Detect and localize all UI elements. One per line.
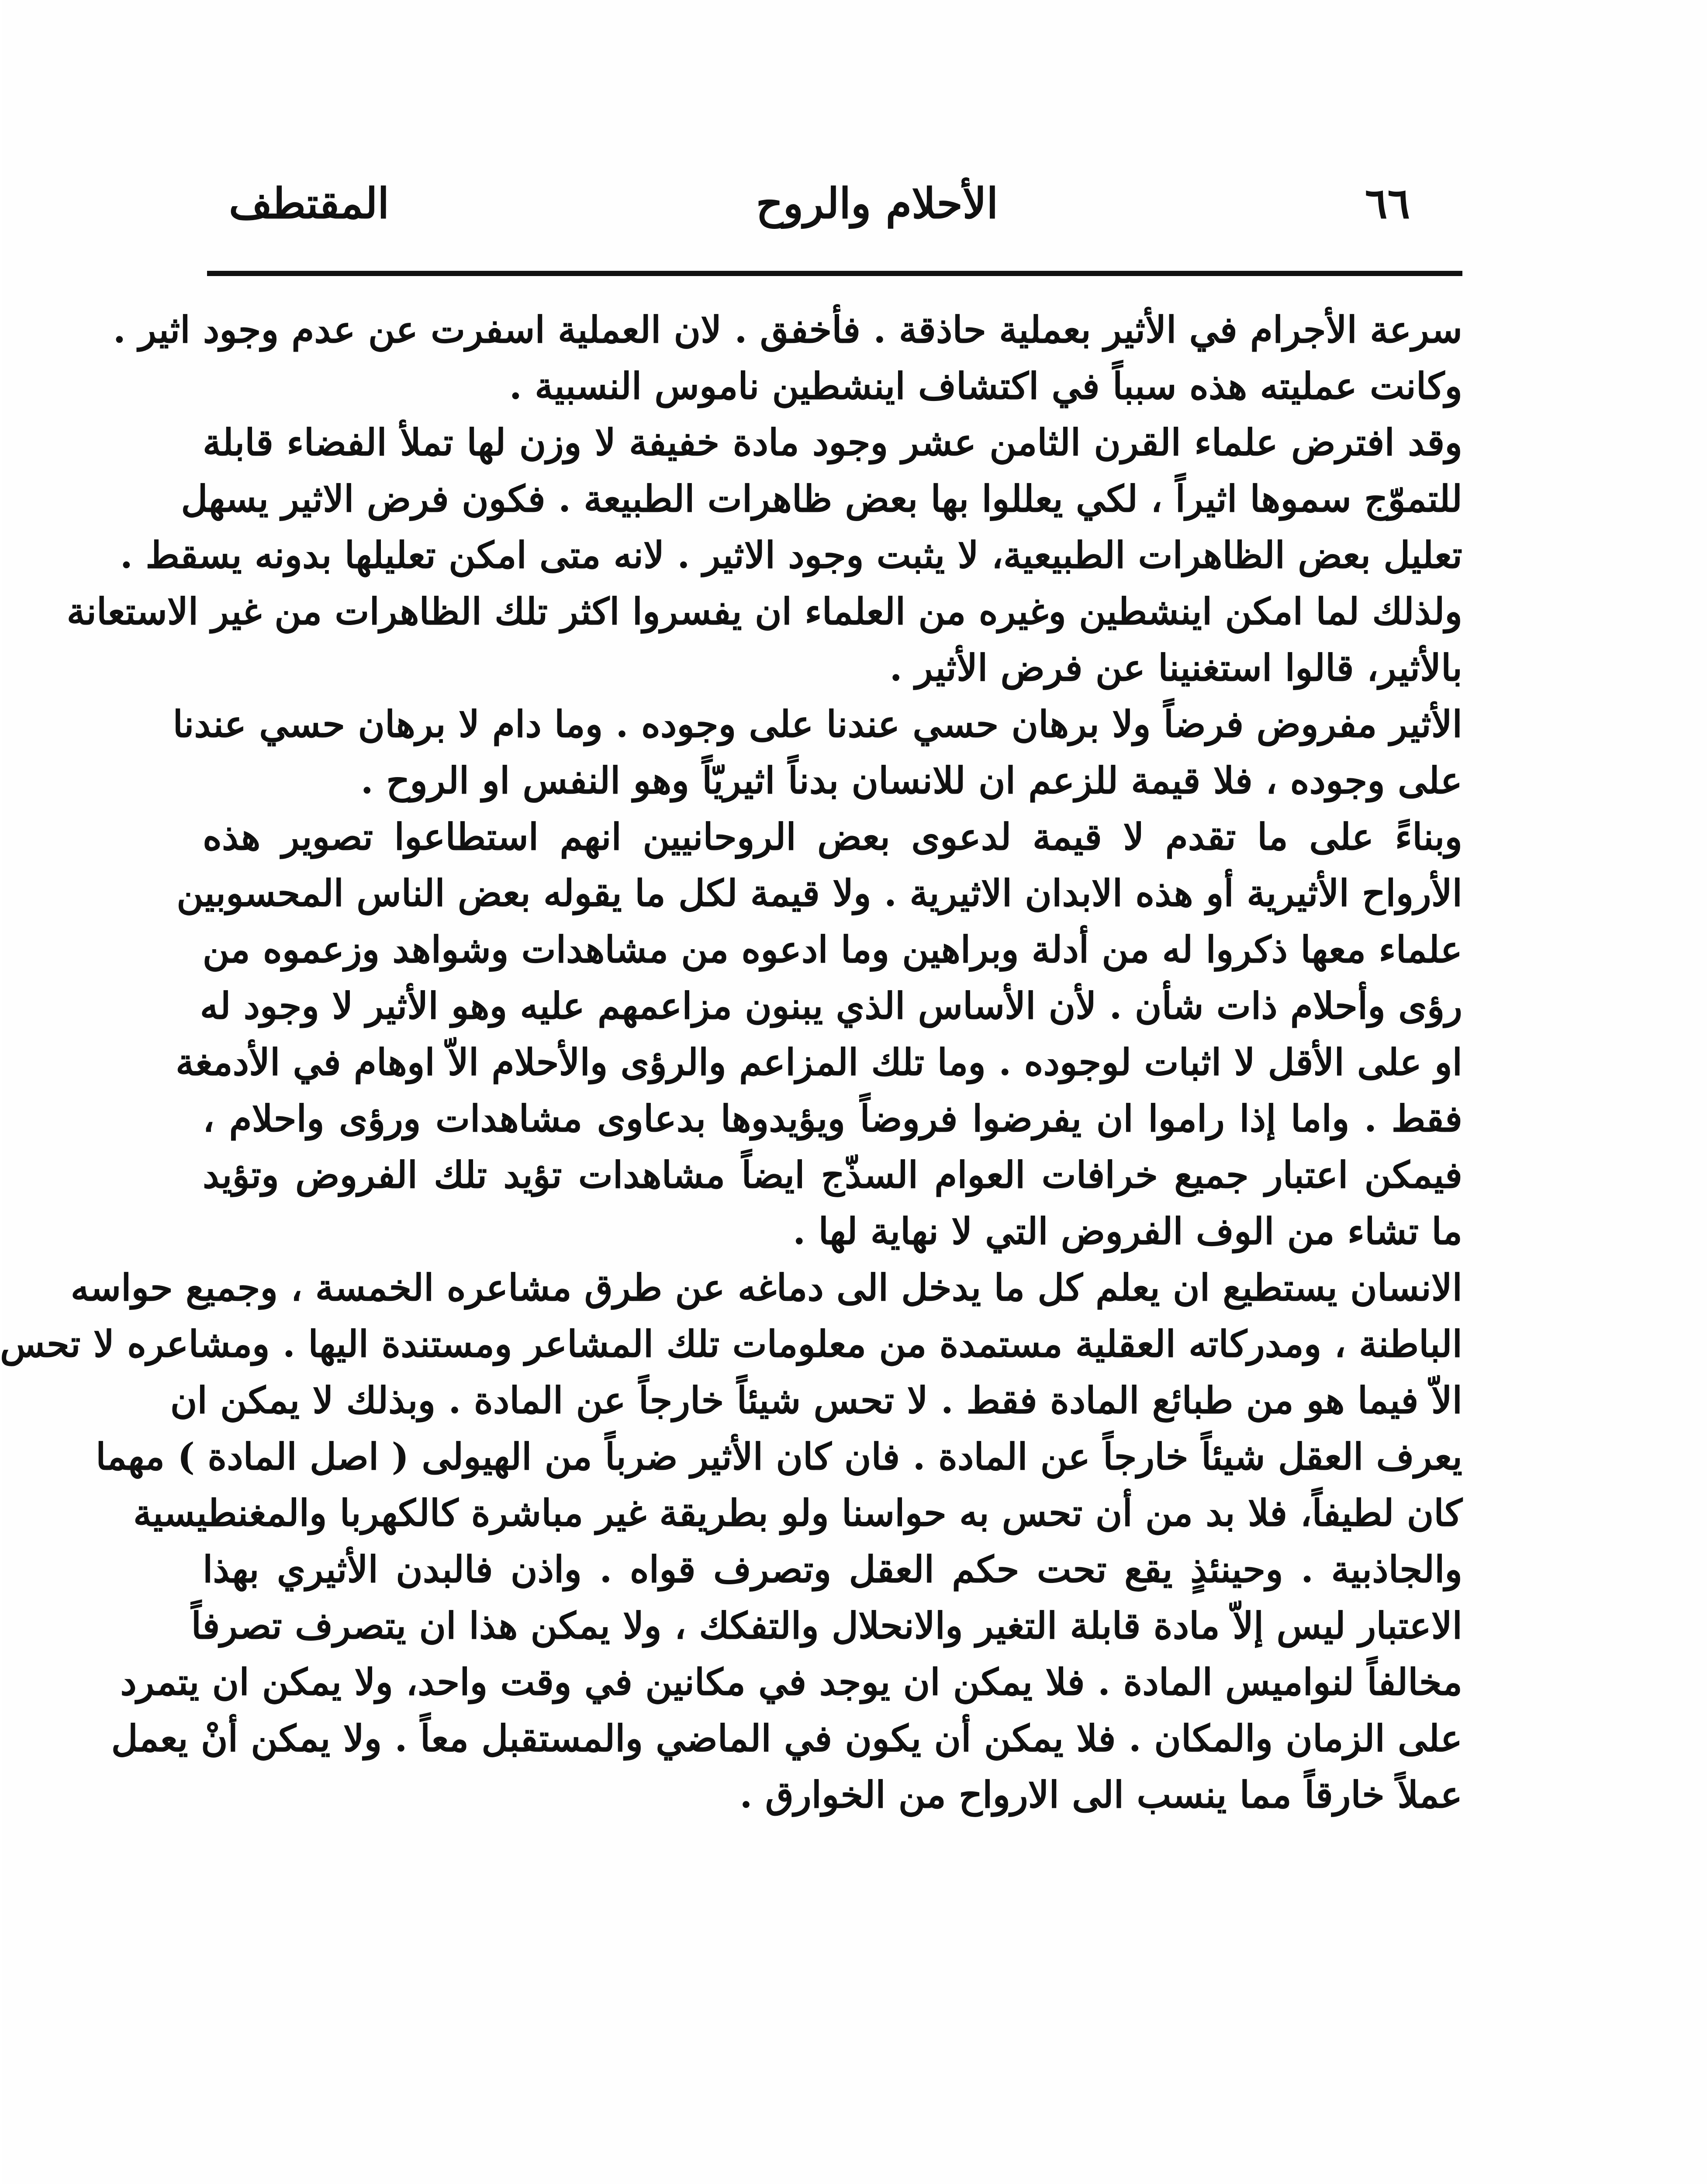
document-page xyxy=(2,0,1707,2184)
article-body xyxy=(0,301,1462,1823)
text-line: رؤى وأحلام ذات شأن . لأن الأساس الذي يبنون مزاعمهم عليه وهو الأثير لا وجود له xyxy=(200,984,1462,1027)
text-line: فقط . واما إذا راموا ان يفرضوا فروضاً ويؤيدوها بدعاوى مشاهدات ورؤى واحلام ، xyxy=(203,1097,1462,1140)
text-line: عملاً خارقاً مما ينسب الى الارواح من الخوارق . xyxy=(739,1773,1462,1816)
text-line: الاّ فيما هو من طبائع المادة فقط . لا تحس شيئاً خارجاً عن المادة . وبذلك لا يمكن ان xyxy=(170,1379,1462,1422)
text-line: كان لطيفاً، فلا بد من أن تحس به حواسنا ولو بطريقة غير مباشرة كالكهربا والمغنطيسية xyxy=(133,1491,1462,1534)
text-line: للتموّج سموها اثيراً ، لكي يعللوا بها بعض ظاهرات الطبيعة . فكون فرض الاثير يسهل xyxy=(181,477,1462,520)
text-line: علماء معها ذكروا له من أدلة وبراهين وما ادعوه من مشاهدات وشواهد وزعموه من xyxy=(202,928,1462,971)
text-line: الأثير مفروض فرضاً ولا برهان حسي عندنا على وجوده . وما دام لا برهان حسي عندنا xyxy=(173,702,1462,746)
text-line: الباطنة ، ومدركاته العقلية مستمدة من معلومات تلك المشاعر ومستندة اليها . ومشاعره لا تحس xyxy=(0,1322,1462,1365)
text-line: مخالفاً لنواميس المادة . فلا يمكن ان يوجد في مكانين في وقت واحد، ولا يمكن ان يتمرد xyxy=(120,1660,1462,1704)
text-line: على وجوده ، فلا قيمة للزعم ان للانسان بدناً اثيريّاً وهو النفس او الروح . xyxy=(360,759,1462,802)
page-number: ٦٦ xyxy=(1365,178,1410,228)
text-line: والجاذبية . وحينئذٍ يقع تحت حكم العقل وتصرف قواه . واذن فالبدن الأثيري بهذا xyxy=(203,1548,1462,1591)
text-line: بالأثير، قالوا استغنينا عن فرض الأثير . xyxy=(889,646,1462,689)
page-header xyxy=(229,170,1410,236)
text-line: ما تشاء من الوف الفروض التي لا نهاية لها . xyxy=(793,1209,1462,1253)
text-line: على الزمان والمكان . فلا يمكن أن يكون في الماضي والمستقبل معاً . ولا يمكن أنْ يعمل xyxy=(111,1717,1462,1760)
text-line: ولذلك لما امكن اينشطين وغيره من العلماء ان يفسروا اكثر تلك الظاهرات من غير الاستعانة xyxy=(66,590,1462,633)
text-line: يعرف العقل شيئاً خارجاً عن المادة . فان كان الأثير ضرباً من الهيولى ( اصل المادة ) مهما xyxy=(96,1435,1462,1478)
journal-name: المقتطف xyxy=(229,178,390,228)
paragraph xyxy=(176,809,1462,1259)
text-line: الاعتبار ليس إلاّ مادة قابلة التغير والانحلال والتفكك ، ولا يمكن هذا ان يتصرف تصرفاً xyxy=(191,1604,1462,1647)
header-divider xyxy=(207,271,1462,276)
text-line: الانسان يستطيع ان يعلم كل ما يدخل الى دماغه عن طرق مشاعره الخمسة ، وجميع حواسه xyxy=(70,1266,1462,1309)
text-line: سرعة الأجرام في الأثير بعملية حاذقة . فأخفق . لان العملية اسفرت عن عدم وجود اثير . xyxy=(113,308,1462,351)
text-line: وقد افترض علماء القرن الثامن عشر وجود مادة خفيفة لا وزن لها تملأ الفضاء قابلة xyxy=(203,421,1462,464)
paragraph xyxy=(113,301,1462,414)
text-line: وبناءً على ما تقدم لا قيمة لدعوى بعض الروحانيين انهم استطاعوا تصوير هذه xyxy=(203,815,1462,858)
text-line: او على الأقل لا اثبات لوجوده . وما تلك المزاعم والرؤى والأحلام الاّ اوهام في الأدمغة xyxy=(176,1040,1462,1084)
text-line: الأرواح الأثيرية أو هذه الابدان الاثيرية . ولا قيمة لكل ما يقوله بعض الناس المحسوبين xyxy=(176,871,1462,915)
paragraph xyxy=(66,414,1462,696)
text-line: وكانت عمليته هذه سبباً في اكتشاف اينشطين ناموس النسبية . xyxy=(509,364,1462,408)
text-line: تعليل بعض الظاهرات الطبيعية، لا يثبت وجود الاثير . لانه متى امكن تعليلها بدونه يسقط . xyxy=(120,533,1462,577)
text-line: فيمكن اعتبار جميع خرافات العوام السذّج ايضاً مشاهدات تؤيد تلك الفروض وتؤيد xyxy=(203,1153,1462,1196)
article-title: الأحلام والروح xyxy=(756,178,999,228)
paragraph xyxy=(173,696,1462,809)
paragraph xyxy=(0,1259,1462,1823)
